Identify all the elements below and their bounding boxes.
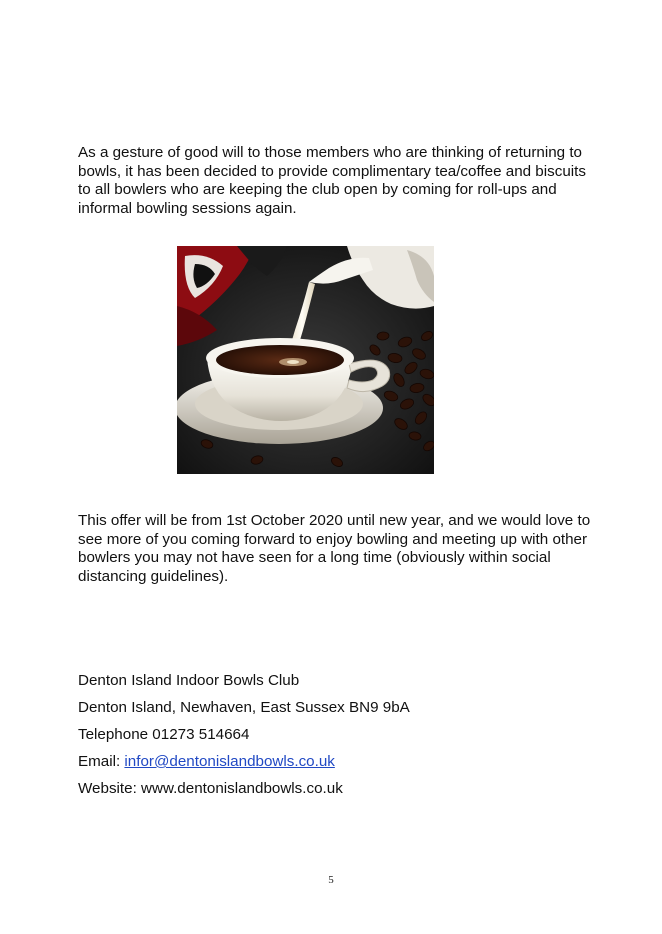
coffee-photo (177, 246, 434, 474)
contact-block (78, 672, 410, 807)
page-number: 5 (328, 874, 334, 886)
intro-paragraph: As a gesture of good will to those members who are thinking of returning to bowls, it has been decided to provide complimentary tea/coffee and biscuits to all bowlers who are keeping the club open by coming for roll-ups and informal bowling sessions again. (78, 144, 586, 217)
offer-paragraph: This offer will be from 1st October 2020 until new year, and we would love to see more of you coming forward to enjoy bowling and meeting up with other bowlers you may not have seen for a long time (obviously within social distancing guidelines). (78, 512, 591, 585)
club-telephone: Telephone 01273 514664 (78, 726, 250, 743)
club-address: Denton Island, Newhaven, East Sussex BN9 9bA (78, 699, 410, 716)
email-link[interactable]: infor@dentonislandbowls.co.uk (124, 753, 335, 770)
club-website: Website: www.dentonislandbowls.co.uk (78, 780, 343, 797)
club-name: Denton Island Indoor Bowls Club (78, 672, 300, 689)
email-label: Email: (78, 753, 125, 770)
club-email (78, 753, 410, 780)
